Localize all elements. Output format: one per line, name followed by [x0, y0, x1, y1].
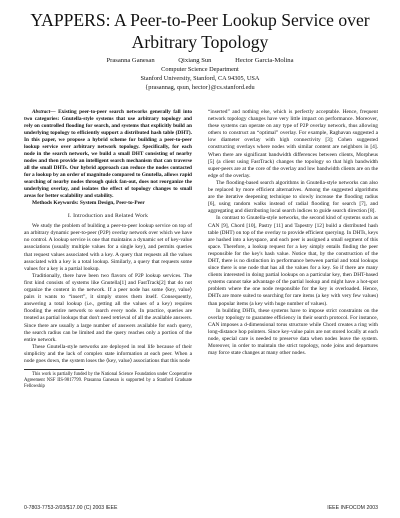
affiliation-dept: Computer Science Department — [161, 66, 239, 73]
affiliation-university: Stanford University, Stanford, CA 94305, USA — [140, 75, 260, 82]
left-column — [24, 109, 192, 390]
keywords: Methods Keywords: System Design, Peer-to-Peer — [32, 200, 145, 206]
abstract — [24, 109, 192, 200]
footer-copyright: 0-7803-7753-2/03/$17.00 (C) 2003 IEEE — [24, 505, 118, 511]
author-name: Qixiang Sun — [178, 57, 212, 64]
page-footer — [24, 505, 378, 511]
affiliation-email: {prasannag, qsun, hector}@cs.stanford.edu — [145, 84, 255, 91]
body-paragraph: In contrast to Gnutella-style networks, the second kind of systems such as CAN [9], Chord [10], Pastry [11] and Tapestry [12] build a distributed hash table (DHT) on top of the overlay to provide efficient querying. In DHTs, keys are hashed into a keyspace, and each peer is assigned a small segment of this space. Therefore, a lookup request for a key simply entails finding the peer responsible for the key's hash value. Notice that, by the construction of the DHT, there is no distinction in performance between partial and total lookups since there is one node that has all the values for a key. So if there are many clients interested in doing partial lookups on a particular key, then DHT-based systems cannot take advantage of the partial lookup and might have a hot-spot problem where the one node responsible for the key is overloaded. Hence, DHTs are more suited to searching for rare items (a key with very few values) than popular items (a key with huge number of values). — [208, 215, 378, 307]
abstract-label: Abstract — [32, 109, 51, 115]
abstract-text: — Existing peer-to-peer search networks generally fall into two categories: Gnutella-style systems that use arbitrary topology and rely on controlled flooding for search, and systems that explicitly build an underlying topology to efficiently support a distributed hash table (DHT). In this paper, we propose a hybrid scheme for building a peer-to-peer lookup service over arbitrary network topology. Specifically, for each node in the search network, we build a small DHT consisting of nearby nodes and then provide an intelligent search mechanism that can traverse all the small DHTs. Our hybrid approach can reduce the nodes contacted for a lookup by an order of magnitude compared to Gnutella, allows rapid searching of nearby nodes through quick fan-out, does not reorganize the underlying overlay, and isolates the effect of topology changes to small areas for better scalability and stability. — [24, 109, 192, 199]
paper-title: YAPPERS: A Peer-to-Peer Lookup Service over Arbitrary Topology — [30, 10, 370, 52]
author-name: Prasanna Ganesan — [106, 57, 155, 64]
author-list — [0, 56, 400, 65]
right-column — [208, 109, 378, 357]
footer-venue: IEEE INFOCOM 2003 — [327, 505, 378, 511]
body-paragraph: Traditionally, there have been two flavors of P2P lookup services. The first kind consists of systems like Gnutella[1] and FastTrack[2] that do not organize the content in the network. If a peer node has some ⟨key, value⟩ pairs it wants to “insert”, it simply stores them itself. Consequently, answering a total lookup (i.e., getting all the values of a key) requires flooding the entire network to search every node. In practice, queries are treated as partial lookups that don't need retrieval of all the available answers. Since there are usually a large number of answers available for each query, the search radius can be limited and the query reaches only a portion of the entire network. — [24, 272, 192, 343]
section-heading: I. Introduction and Related Work — [67, 213, 149, 220]
footnote-rule — [24, 369, 84, 370]
body-paragraph: We study the problem of building a peer-to-peer lookup service on top of an arbitrary dynamic peer-to-peer (P2P) overlay network over which we have no control. A lookup service is one that maintains a dynamic set of key-value associations (usually multiple values for a single key), and permits queries that request values associated with a key. A query that requests all the values associated with a key is a total lookup. Similarly, a query that requests some values for a key is a partial lookup. — [24, 223, 192, 272]
body-paragraph: In building DHTs, these systems have to impose strict constraints on the overlay topology to guarantee efficiency in their search protocol. For instance, CAN imposes a d-dimensional torus structure while Chord creates a ring with long-distance hop pointers. Since key-value pairs are not stored locally at each node, special care is needed to preserve data when nodes leave the system. Moreover, in order to maintain the strict topology, node joins and departures may force state changes at many other nodes. — [208, 307, 378, 357]
footnote: This work is partially funded by the National Science Foundation under Cooperative Agreement NSF IIS-9817799. Prasanna Ganesan is supported by a Stanford Graduate Fellowship — [24, 372, 192, 390]
body-paragraph: The flooding-based search algorithms in Gnutella-style networks can also be replaced by more efficient alternatives. Among the suggested algorithms are the iterative deepening technique to slowly increase the flooding radius [6], using random walks instead of radial flooding for search [7], and aggregating and distributing local search indices to guide search direction [8]. — [208, 179, 378, 215]
body-paragraph: These Gnutella-style networks are deployed in real life because of their simplicity and the lack of complex state information at each peer. When a node goes down, the system loses the ⟨key, value⟩ associations that this node — [24, 343, 192, 364]
author-name: Hector Garcia-Molina — [235, 57, 294, 64]
body-paragraph: “inserted” and nothing else, which is perfectly acceptable. Hence, frequent network topology changes have very little impact on performance. Moreover, these systems can operate on any type of P2P overlay network, thus allowing others to construct an “optimal” overlay. For example, Raghavan suggested a low diameter overlay with high connectivity [3]; Cohen suggested constructing overlays where nodes with similar content are neighbors in [4]. When there are significant bandwidth differences between clients, Morpheus [5] (a client using FastTrack) changes the topology so that high bandwidth super-peers are at the core of the overlay and low bandwidth clients are on the edge of the overlay. — [208, 109, 378, 179]
